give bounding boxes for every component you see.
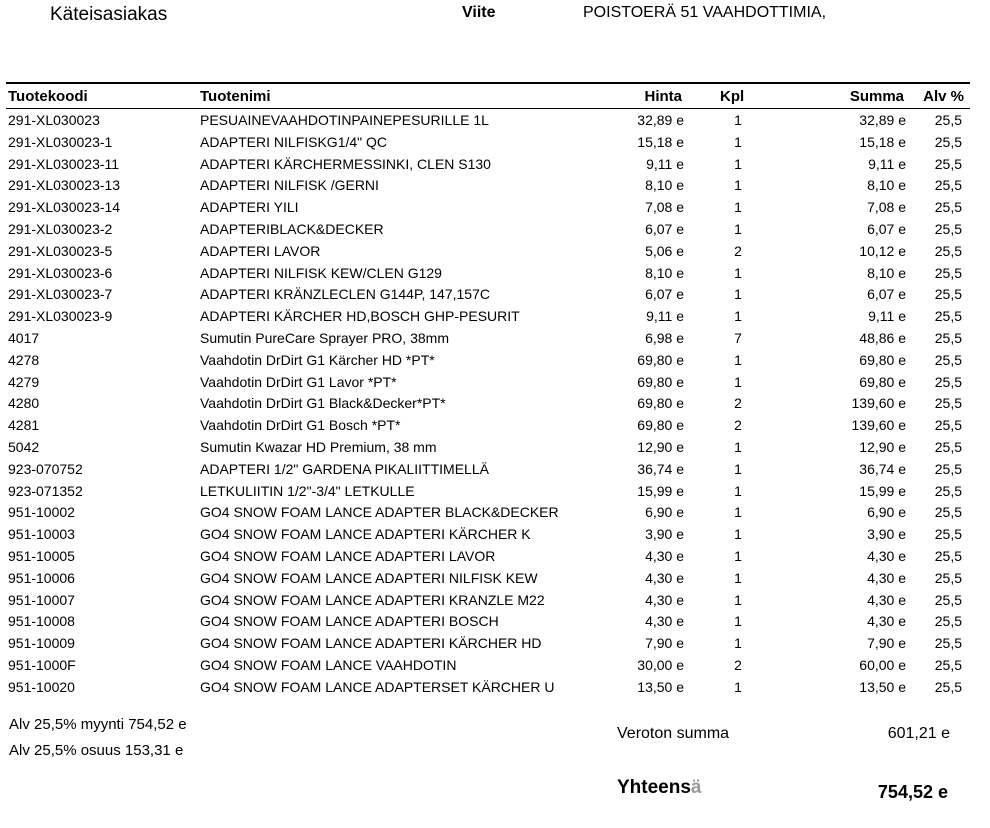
cell-vat: 25,5 (934, 569, 962, 586)
cell-vat: 25,5 (934, 417, 962, 434)
cell-code: 4280 (8, 395, 40, 412)
cell-sum: 6,90 e (867, 504, 906, 521)
cell-sum: 3,90 e (867, 526, 906, 543)
table-row (6, 590, 970, 612)
cell-vat: 25,5 (934, 264, 962, 281)
grand-total-value: 754,52 e (877, 782, 948, 802)
cell-code: 291-XL030023-1 (8, 133, 113, 150)
cell-name: PESUAINEVAAHDOTINPAINEPESURILLE 1L (200, 112, 489, 128)
cell-code: 951-10007 (8, 591, 75, 608)
cell-sum: 69,80 e (859, 373, 906, 390)
cell-vat: 25,5 (934, 373, 962, 390)
column-header-name: Tuotenimi (200, 88, 271, 105)
table-row (6, 350, 970, 372)
table-row (6, 481, 970, 503)
cell-vat: 25,5 (934, 242, 962, 259)
cell-sum: 15,18 e (859, 133, 906, 150)
table-row (6, 328, 970, 350)
cell-code: 923-071352 (8, 482, 83, 499)
cell-name: GO4 SNOW FOAM LANCE ADAPTERI BOSCH (200, 613, 499, 630)
cell-price: 6,07 e (645, 286, 684, 303)
cell-code: 951-10005 (8, 548, 75, 564)
cell-qty: 1 (734, 264, 742, 281)
cell-qty: 1 (734, 199, 742, 216)
cell-vat: 25,5 (934, 308, 962, 325)
cell-qty: 1 (734, 155, 742, 172)
cell-qty: 1 (734, 569, 742, 586)
cell-code: 951-10002 (8, 504, 75, 521)
cell-vat: 25,5 (934, 548, 962, 564)
column-header-qty: Kpl (720, 88, 745, 105)
column-header-sum: Summa (849, 88, 904, 105)
cell-name: Vaahdotin DrDirt G1 Kärcher HD *PT* (200, 351, 435, 368)
table-row (6, 132, 970, 154)
table-row (6, 263, 970, 285)
table-row (6, 568, 970, 590)
cell-sum: 36,74 e (859, 460, 906, 477)
table-top-rule (6, 82, 970, 84)
table-row (6, 219, 970, 241)
cell-code: 5042 (8, 439, 40, 455)
cell-qty: 1 (734, 373, 742, 390)
cell-price: 4,30 e (645, 548, 684, 564)
cell-price: 6,98 e (645, 330, 684, 346)
cell-code: 291-XL030023-11 (8, 155, 120, 172)
cell-name: ADAPTERIBLACK&DECKER (200, 221, 384, 237)
cell-qty: 7 (734, 330, 742, 346)
cell-price: 9,11 e (646, 155, 684, 172)
cell-qty: 1 (734, 133, 742, 150)
cell-sum: 15,99 e (859, 482, 906, 499)
cell-sum: 8,10 e (867, 177, 906, 194)
cell-code: 951-10020 (8, 678, 75, 695)
cell-price: 15,18 e (637, 133, 684, 150)
reference-label: Viite (462, 4, 496, 21)
cell-sum: 69,80 e (859, 351, 906, 368)
cell-qty: 1 (734, 678, 742, 695)
cell-sum: 6,07 e (867, 286, 906, 303)
cell-vat: 25,5 (934, 351, 962, 368)
cell-price: 30,00 e (637, 657, 684, 673)
vat-share-summary: Alv 25,5% osuus 153,31 e (9, 742, 184, 759)
cell-name: ADAPTERI NILFISK /GERNI (200, 177, 379, 194)
cell-name: ADAPTERI NILFISKG1/4" QC (200, 133, 388, 150)
cell-code: 291-XL030023-14 (8, 199, 121, 216)
net-total-value: 601,21 e (887, 725, 950, 742)
reference-value: POISTOERÄ 51 VAAHDOTTIMIA, (583, 4, 827, 21)
cell-code: 923-070752 (8, 460, 83, 477)
cell-vat: 25,5 (934, 286, 962, 303)
cell-qty: 1 (734, 613, 742, 630)
table-row (6, 241, 970, 263)
cell-code: 291-XL030023-13 (8, 177, 121, 194)
cell-code: 4017 (8, 330, 40, 346)
cell-name: ADAPTERI KRÄNZLECLEN G144P, 147,157C (200, 286, 490, 303)
cell-price: 69,80 e (637, 395, 684, 412)
cell-name: Sumutin PureCare Sprayer PRO, 38mm (200, 330, 449, 346)
cell-name: GO4 SNOW FOAM LANCE ADAPTERSET KÄRCHER U (200, 678, 555, 695)
table-row (6, 611, 970, 633)
cell-price: 4,30 e (645, 613, 684, 630)
table-row (6, 372, 970, 394)
cell-name: GO4 SNOW FOAM LANCE VAAHDOTIN (200, 657, 457, 673)
cell-qty: 2 (734, 417, 742, 434)
cell-name: Vaahdotin DrDirt G1 Lavor *PT* (200, 373, 397, 390)
cell-price: 69,80 e (637, 351, 684, 368)
table-row (6, 677, 970, 699)
cell-name: ADAPTERI KÄRCHERMESSINKI, CLEN S130 (200, 155, 491, 172)
cell-qty: 1 (734, 526, 742, 543)
table-row (6, 393, 970, 415)
cell-qty: 1 (734, 482, 742, 499)
cell-sum: 4,30 e (867, 548, 906, 564)
cell-code: 291-XL030023-5 (8, 242, 113, 259)
cell-sum: 7,90 e (867, 635, 906, 652)
cell-code: 951-10009 (8, 635, 75, 652)
cell-sum: 12,90 e (859, 439, 906, 455)
cell-price: 69,80 e (637, 417, 684, 434)
cell-code: 4278 (8, 351, 40, 368)
cell-code: 4279 (8, 373, 40, 390)
cell-name: ADAPTERI NILFISK KEW/CLEN G129 (200, 264, 442, 281)
cell-name: Vaahdotin DrDirt G1 Bosch *PT* (200, 417, 401, 434)
cell-code: 291-XL030023 (8, 112, 100, 128)
cell-name: GO4 SNOW FOAM LANCE ADAPTER BLACK&DECKER (200, 504, 559, 521)
grand-total-label-tail: ä (690, 777, 702, 798)
column-header-code: Tuotekoodi (8, 88, 88, 105)
cell-code: 951-10003 (8, 526, 75, 543)
cell-vat: 25,5 (934, 635, 962, 652)
cell-vat: 25,5 (934, 330, 962, 346)
cell-price: 6,07 e (645, 221, 684, 237)
cell-qty: 1 (734, 286, 742, 303)
grand-total-label (617, 777, 702, 799)
cell-code: 951-10008 (8, 613, 75, 630)
net-total-label: Veroton summa (617, 725, 730, 742)
table-row (6, 546, 970, 568)
table-row (6, 459, 970, 481)
customer-name: Käteisasiakas (50, 4, 168, 25)
table-row (6, 502, 970, 524)
cell-vat: 25,5 (934, 133, 962, 150)
cell-vat: 25,5 (934, 221, 962, 237)
cell-sum: 9,11 e (868, 155, 906, 172)
cell-price: 5,06 e (645, 242, 684, 259)
cell-vat: 25,5 (934, 177, 962, 194)
cell-qty: 1 (734, 112, 742, 128)
cell-name: ADAPTERI YILI (200, 199, 299, 216)
grand-total-label-main: Yhteens (617, 777, 691, 798)
cell-sum: 4,30 e (867, 569, 906, 586)
cell-price: 12,90 e (637, 439, 684, 455)
cell-price: 8,10 e (645, 264, 684, 281)
cell-vat: 25,5 (934, 199, 962, 216)
cell-code: 291-XL030023-2 (8, 221, 113, 237)
cell-name: GO4 SNOW FOAM LANCE ADAPTERI KÄRCHER HD (200, 635, 542, 652)
cell-sum: 4,30 e (867, 591, 906, 608)
cell-sum: 32,89 e (859, 112, 906, 128)
cell-name: GO4 SNOW FOAM LANCE ADAPTERI NILFISK KEW (200, 569, 538, 586)
cell-qty: 1 (734, 635, 742, 652)
cell-sum: 139,60 e (851, 417, 906, 434)
cell-code: 291-XL030023-7 (8, 286, 113, 303)
cell-vat: 25,5 (934, 591, 962, 608)
cell-code: 951-1000F (8, 657, 76, 673)
cell-name: LETKULIITIN 1/2"-3/4" LETKULLE (200, 482, 415, 499)
cell-price: 13,50 e (637, 678, 684, 695)
cell-vat: 25,5 (934, 112, 962, 128)
cell-price: 6,90 e (645, 504, 684, 521)
table-row (6, 175, 970, 197)
cell-price: 32,89 e (637, 112, 684, 128)
cell-price: 8,10 e (645, 177, 684, 194)
cell-price: 7,90 e (645, 635, 684, 652)
cell-qty: 1 (734, 308, 742, 325)
cell-name: GO4 SNOW FOAM LANCE ADAPTERI KÄRCHER K (200, 526, 531, 543)
cell-price: 7,08 e (645, 199, 684, 216)
cell-sum: 48,86 e (859, 330, 906, 346)
table-row (6, 306, 970, 328)
table-row (6, 633, 970, 655)
table-row (6, 655, 970, 677)
table-row (6, 197, 970, 219)
cell-qty: 1 (734, 177, 742, 194)
cell-vat: 25,5 (934, 395, 962, 412)
cell-qty: 1 (734, 439, 742, 455)
cell-sum: 9,11 e (868, 308, 906, 325)
table-row (6, 415, 970, 437)
cell-qty: 2 (734, 657, 742, 673)
column-header-price: Hinta (644, 88, 682, 105)
cell-price: 69,80 e (637, 373, 684, 390)
vat-sales-summary: Alv 25,5% myynti 754,52 e (9, 716, 187, 733)
cell-sum: 60,00 e (859, 657, 906, 673)
table-row (6, 110, 970, 132)
cell-code: 291-XL030023-6 (8, 264, 113, 281)
table-row (6, 154, 970, 176)
table-row (6, 437, 970, 459)
cell-code: 4281 (8, 417, 40, 434)
cell-code: 291-XL030023-9 (8, 308, 113, 325)
cell-vat: 25,5 (934, 482, 962, 499)
cell-price: 9,11 e (646, 308, 684, 325)
cell-vat: 25,5 (934, 526, 962, 543)
cell-qty: 1 (734, 548, 742, 564)
cell-price: 3,90 e (645, 526, 684, 543)
cell-name: Sumutin Kwazar HD Premium, 38 mm (200, 439, 437, 455)
cell-sum: 7,08 e (867, 199, 906, 216)
cell-sum: 10,12 e (859, 242, 906, 259)
cell-name: ADAPTERI KÄRCHER HD,BOSCH GHP-PESURIT (200, 308, 520, 325)
column-header-vat: Alv % (923, 88, 964, 105)
cell-code: 951-10006 (8, 569, 75, 586)
cell-vat: 25,5 (934, 613, 962, 630)
cell-vat: 25,5 (934, 460, 962, 477)
cell-qty: 1 (734, 460, 742, 477)
cell-vat: 25,5 (934, 439, 962, 455)
cell-name: ADAPTERI LAVOR (200, 242, 321, 259)
cell-qty: 1 (734, 221, 742, 237)
cell-qty: 1 (734, 351, 742, 368)
cell-sum: 13,50 e (859, 678, 906, 695)
cell-sum: 6,07 e (867, 221, 906, 237)
cell-vat: 25,5 (934, 678, 962, 695)
cell-name: GO4 SNOW FOAM LANCE ADAPTERI KRANZLE M22 (200, 591, 545, 608)
cell-qty: 2 (734, 242, 742, 259)
cell-name: GO4 SNOW FOAM LANCE ADAPTERI LAVOR (200, 548, 496, 564)
cell-vat: 25,5 (934, 657, 962, 673)
cell-price: 15,99 e (637, 482, 684, 499)
cell-sum: 8,10 e (867, 264, 906, 281)
cell-vat: 25,5 (934, 155, 962, 172)
table-row (6, 524, 970, 546)
cell-qty: 1 (734, 591, 742, 608)
cell-price: 4,30 e (645, 569, 684, 586)
cell-sum: 139,60 e (851, 395, 906, 412)
table-row (6, 284, 970, 306)
cell-price: 4,30 e (645, 591, 684, 608)
cell-vat: 25,5 (934, 504, 962, 521)
cell-sum: 4,30 e (867, 613, 906, 630)
cell-name: Vaahdotin DrDirt G1 Black&Decker*PT* (200, 395, 446, 412)
table-header-rule (6, 108, 970, 109)
cell-qty: 2 (734, 395, 742, 412)
cell-price: 36,74 e (637, 460, 684, 477)
cell-qty: 1 (734, 504, 742, 521)
cell-name: ADAPTERI 1/2" GARDENA PIKALIITTIMELLÄ (200, 460, 489, 477)
